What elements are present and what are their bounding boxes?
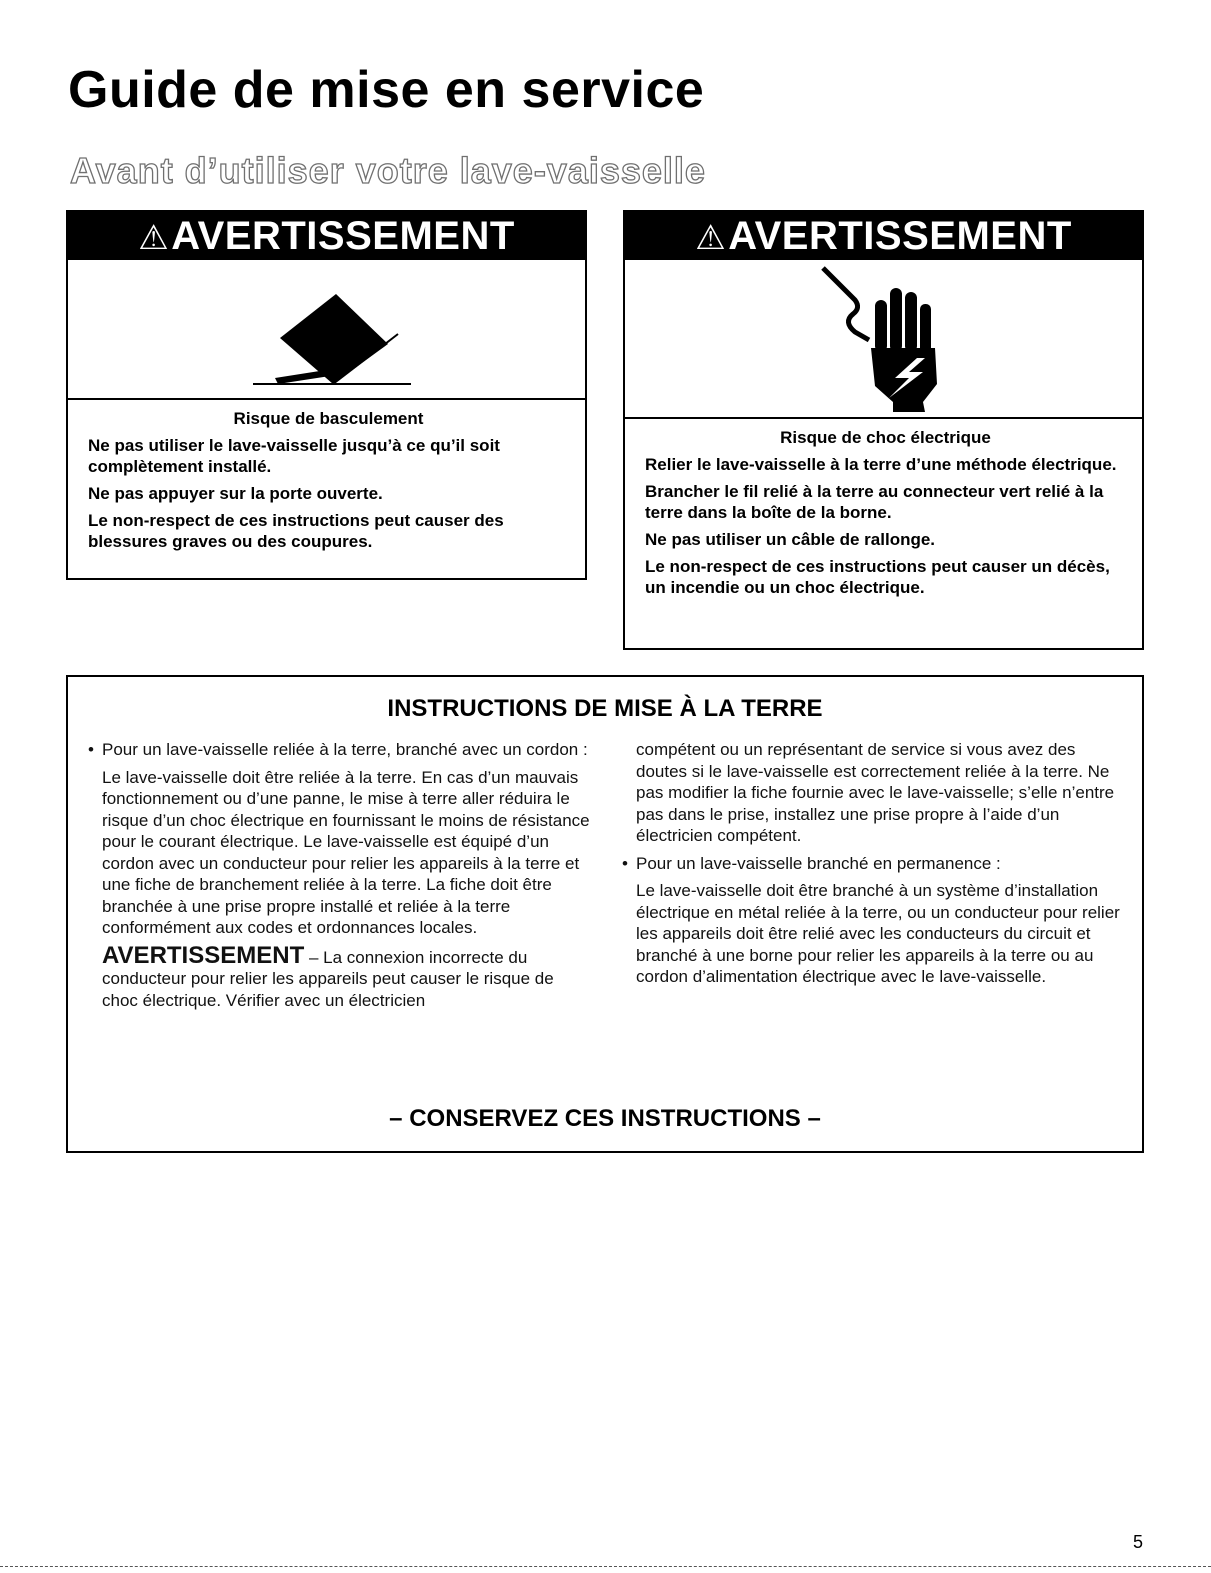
icon-area xyxy=(68,260,585,400)
warning-text xyxy=(68,400,585,552)
warning-line: Relier le lave-vaisselle à la terre d’une méthode électrique. xyxy=(645,455,1117,474)
bullet-item: • Pour un lave-vaisselle reliée à la terre, branché avec un cordon : xyxy=(86,739,590,761)
warning-triangle-icon: ⚠ xyxy=(695,219,727,257)
warning-text: – La connexion incorrecte du conducteur pour relier les appareils peut causer le risque de choc électrique. Vérifier avec un électricien xyxy=(102,947,554,1010)
icon-area xyxy=(625,260,1142,419)
grounding-paragraph: Le lave-vaisselle doit être reliée à la terre. En cas d’un mauvais fonctionnement ou d’une panne, le mise à terre aller réduira le risque d’un choc électrique en fournissant le moins de résistance pour le courant électrique. Le lave-vaisselle est équipé d’un cordon avec un conducteur pour relier les appareils à la terre et une fiche de branchement reliée à la terre. La fiche doit être branchée à une prise propre installé et reliée à la terre conformément aux codes et ordonnances locales. xyxy=(102,767,590,937)
warning-header xyxy=(625,212,1142,260)
bottom-divider xyxy=(0,1566,1211,1567)
warning-text xyxy=(625,419,1142,598)
warning-header xyxy=(68,212,585,260)
warning-line: Ne pas appuyer sur la porte ouverte. xyxy=(88,484,383,503)
electric-shock-hand-icon xyxy=(625,260,1142,417)
grounding-paragraph: Le lave-vaisselle doit être branché à un système d’installation électrique en métal reliée à la terre, ou un conducteur pour relier les appareils doit être relié avec les conducteurs du circuit et branché à une borne pour relier les appareils à la terre ou au cordon d’alimentation électrique avec le lave-vaisselle. xyxy=(636,881,1120,986)
grounding-left-column xyxy=(86,739,590,1017)
hazard-title: Risque de basculement xyxy=(233,409,424,428)
tip-over-icon xyxy=(68,260,585,398)
warning-header-label: AVERTISSEMENT xyxy=(728,214,1072,258)
conserve-instructions: – CONSERVEZ CES INSTRUCTIONS – xyxy=(389,1105,821,1132)
hazard-title: Risque de choc électrique xyxy=(780,428,991,447)
warning-line: Le non-respect de ces instructions peut causer des blessures graves ou des coupures. xyxy=(88,511,504,551)
grounding-right-column xyxy=(620,739,1130,994)
warning-box-electric-shock xyxy=(623,210,1144,650)
section-title: Avant d’utiliser votre lave-vaisselle xyxy=(70,150,706,191)
warning-label: AVERTISSEMENT xyxy=(102,941,305,969)
warning-box-tip-over xyxy=(66,210,587,580)
grounding-title: INSTRUCTIONS DE MISE À LA TERRE xyxy=(387,695,823,722)
page-number: 5 xyxy=(1132,1532,1143,1552)
warning-header-label: AVERTISSEMENT xyxy=(171,214,515,258)
grounding-paragraph: compétent ou un représentant de service si vous avez des doutes si le lave-vaisselle est correctement reliée à la terre. Ne pas modifier la fiche fournie avec le lave-vaisselle; s’elle n’entre pas dans le prise, installez une prise propre à l’aide d’un électricien compétent. xyxy=(636,740,1115,845)
bullet-item: • Pour un lave-vaisselle branché en permanence : xyxy=(620,853,1130,875)
page-title: Guide de mise en service xyxy=(68,61,705,119)
warning-line: Ne pas utiliser un câble de rallonge. xyxy=(645,530,936,549)
warning-line: Brancher le fil relié à la terre au connecteur vert relié à la terre dans la boîte de la borne. xyxy=(645,482,1104,522)
warning-line: Le non-respect de ces instructions peut causer un décès, un incendie ou un choc électrique. xyxy=(645,557,1110,597)
grounding-instructions-box xyxy=(66,675,1144,1153)
warning-line: Ne pas utiliser le lave-vaisselle jusqu’à ce qu’il soit complètement installé. xyxy=(88,436,500,476)
warning-triangle-icon: ⚠ xyxy=(138,219,170,257)
grounding-warning xyxy=(86,941,590,1012)
